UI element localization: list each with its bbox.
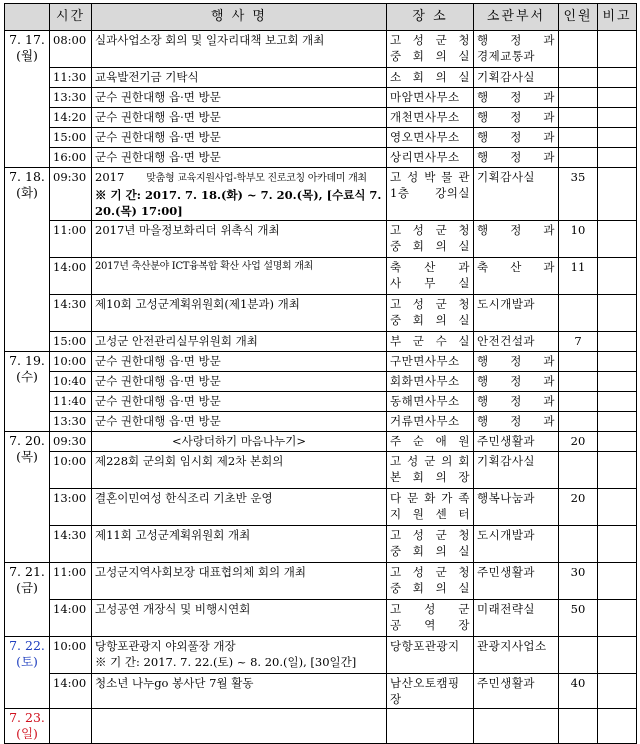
event-name: 고성군지역사회보장 대표협의체 회의 개최 <box>95 565 306 579</box>
event-dept <box>474 128 559 148</box>
place-line: 당항포관광지 <box>390 639 460 653</box>
date-label: 7. 20. <box>9 433 45 448</box>
event-name-cell <box>92 372 387 392</box>
event-name-cell <box>92 168 387 221</box>
event-place <box>387 221 474 258</box>
event-place <box>387 88 474 108</box>
dept-line: 행 정 과 <box>477 354 555 368</box>
attendee-count: 10 <box>559 221 598 258</box>
attendee-count: 7 <box>559 332 598 352</box>
event-place <box>387 332 474 352</box>
event-remark <box>598 432 637 452</box>
date-label: 7. 19. <box>9 353 45 368</box>
dept-line: 행 정 과 <box>477 223 555 237</box>
dept-line: 행 정 과 <box>477 33 555 47</box>
event-remark <box>598 489 637 526</box>
event-remark <box>598 128 637 148</box>
event-place <box>387 31 474 68</box>
event-time: 08:00 <box>50 31 92 68</box>
attendee-count <box>559 295 598 332</box>
table-row <box>5 709 637 744</box>
place-line: 고 성 박 물 관 <box>390 170 470 184</box>
place-line: 회화면사무소 <box>390 374 460 388</box>
attendee-count: 11 <box>559 258 598 295</box>
event-place <box>387 352 474 372</box>
event-name-cell <box>92 637 387 674</box>
event-remark <box>598 412 637 432</box>
event-name-cell <box>92 221 387 258</box>
event-name-cell <box>92 392 387 412</box>
day-date <box>5 31 50 168</box>
table-row <box>5 128 637 148</box>
event-time: 15:00 <box>50 128 92 148</box>
event-time: 15:00 <box>50 332 92 352</box>
event-name: 군수 권한대행 읍·면 방문 <box>95 394 221 408</box>
place-line: 축 산 과 <box>390 260 470 274</box>
attendee-count: 40 <box>559 674 598 709</box>
dept-line: 주민생활과 <box>477 434 536 448</box>
attendee-count <box>559 148 598 168</box>
dept-line: 행 정 과 <box>477 130 555 144</box>
date-label: 7. 22. <box>9 638 45 653</box>
header-date <box>5 4 50 31</box>
place-line: 남산오토캠핑장 <box>390 676 460 706</box>
event-name: 군수 권한대행 읍·면 방문 <box>95 354 221 368</box>
event-ceremony-note: [수료식 7. 20.(목) 17:00] <box>95 188 382 218</box>
event-name: 제11회 고성군계획위원회 개최 <box>95 528 251 542</box>
place-line: 공 역 장 <box>390 618 470 632</box>
place-line: 거류면사무소 <box>390 414 460 428</box>
table-row <box>5 31 637 68</box>
date-label: 7. 21. <box>9 564 45 579</box>
event-dept <box>474 674 559 709</box>
attendee-count <box>559 526 598 563</box>
event-name-cell <box>92 88 387 108</box>
event-remark <box>598 295 637 332</box>
place-line: 고 성 군 <box>390 602 470 616</box>
attendee-count: 30 <box>559 563 598 600</box>
event-name: 맞춤형 교육지원사업-학부모 진로코칭 아카데미 개최 <box>146 173 367 184</box>
event-place <box>387 452 474 489</box>
event-place <box>387 489 474 526</box>
place-line: 다 문 화 가 족 <box>390 491 470 505</box>
event-time: 14:00 <box>50 600 92 637</box>
event-dept <box>474 148 559 168</box>
event-name-cell <box>92 674 387 709</box>
schedule-body <box>5 31 637 744</box>
event-name-cell <box>92 352 387 372</box>
event-name-cell <box>92 332 387 352</box>
event-time: 16:00 <box>50 148 92 168</box>
event-dept <box>474 295 559 332</box>
place-line: 지 원 센 터 <box>390 507 470 521</box>
table-row <box>5 412 637 432</box>
dept-line: 행 정 과 <box>477 374 555 388</box>
dept-line: 도시개발과 <box>477 297 536 311</box>
event-name: 당항포관광지 야외풀장 개장 <box>95 639 236 653</box>
weekday-label: (일) <box>16 726 38 741</box>
dept-line: 미래전략실 <box>477 602 536 616</box>
event-dept <box>474 392 559 412</box>
event-dept <box>474 352 559 372</box>
attendee-count <box>559 372 598 392</box>
table-row <box>5 88 637 108</box>
place-line: 본 회 의 장 <box>390 470 470 484</box>
event-time: 10:00 <box>50 637 92 674</box>
date-label: 7. 18. <box>9 169 45 184</box>
event-remark <box>598 31 637 68</box>
header-row <box>5 4 637 31</box>
event-time: 11:40 <box>50 392 92 412</box>
table-row <box>5 352 637 372</box>
dept-line: 도시개발과 <box>477 528 536 542</box>
event-remark <box>598 108 637 128</box>
event-dept <box>474 108 559 128</box>
event-place <box>387 563 474 600</box>
weekday-label: (목) <box>16 449 38 464</box>
attendee-count <box>559 352 598 372</box>
event-dept <box>474 637 559 674</box>
event-name-cell <box>92 709 387 744</box>
event-remark <box>598 352 637 372</box>
dept-line: 축 산 과 <box>477 260 555 274</box>
table-row <box>5 489 637 526</box>
event-name-cell <box>92 258 387 295</box>
event-dept <box>474 68 559 88</box>
table-row <box>5 452 637 489</box>
event-remark <box>598 709 637 744</box>
attendee-count <box>559 88 598 108</box>
event-place <box>387 412 474 432</box>
event-place <box>387 392 474 412</box>
event-place <box>387 258 474 295</box>
event-dept <box>474 332 559 352</box>
dept-line: 관광지사업소 <box>477 639 547 653</box>
event-name-cell <box>92 68 387 88</box>
weekday-label: (월) <box>16 48 38 63</box>
event-name: 제10회 고성군계획위원회(제1분과) 개최 <box>95 297 300 311</box>
event-time: 14:00 <box>50 258 92 295</box>
event-place <box>387 295 474 332</box>
day-date <box>5 709 50 744</box>
attendee-count <box>559 31 598 68</box>
attendee-count <box>559 709 598 744</box>
event-dept <box>474 168 559 221</box>
event-remark <box>598 600 637 637</box>
place-line: 고 성 군 의 회 <box>390 454 470 468</box>
event-dept <box>474 372 559 392</box>
table-row <box>5 168 637 221</box>
event-name: 군수 권한대행 읍·면 방문 <box>95 110 221 124</box>
attendee-count: 35 <box>559 168 598 221</box>
event-name: 군수 권한대행 읍·면 방문 <box>95 374 221 388</box>
place-line: 구만면사무소 <box>390 354 460 368</box>
event-time: 11:30 <box>50 68 92 88</box>
weekday-label: (화) <box>16 185 38 200</box>
table-row <box>5 563 637 600</box>
table-row <box>5 332 637 352</box>
event-name: 실과사업소장 회의 및 일자리대책 보고회 개최 <box>95 33 325 47</box>
place-line: 중 회 의 실 <box>390 239 470 253</box>
event-dept <box>474 412 559 432</box>
dept-line: 기획감사실 <box>477 454 536 468</box>
event-dept <box>474 709 559 744</box>
event-dept <box>474 31 559 68</box>
event-dept <box>474 258 559 295</box>
event-name: 청소년 나누go 봉사단 7월 활동 <box>95 676 254 690</box>
attendee-count <box>559 392 598 412</box>
dept-line: 경제교통과 <box>477 49 536 63</box>
event-remark <box>598 563 637 600</box>
place-line: 중 회 의 실 <box>390 313 470 327</box>
day-date <box>5 432 50 563</box>
event-name-cell <box>92 489 387 526</box>
event-name-cell <box>92 128 387 148</box>
event-time: 13:30 <box>50 88 92 108</box>
schedule-table <box>4 3 637 744</box>
place-line: 동해면사무소 <box>390 394 460 408</box>
dept-line: 행 정 과 <box>477 110 555 124</box>
event-time: 13:00 <box>50 489 92 526</box>
weekday-label: (수) <box>16 369 38 384</box>
event-year: 2017 <box>95 170 125 184</box>
dept-line: 기획감사실 <box>477 170 536 184</box>
day-date <box>5 168 50 352</box>
event-name: 군수 권한대행 읍·면 방문 <box>95 90 221 104</box>
event-place <box>387 372 474 392</box>
attendee-count <box>559 637 598 674</box>
event-name: 군수 권한대행 읍·면 방문 <box>95 130 221 144</box>
place-line: 중 회 의 실 <box>390 49 470 63</box>
event-name: 고성군 안전관리실무위원회 개최 <box>95 334 258 348</box>
place-line: 고 성 군 청 <box>390 33 470 47</box>
event-name-cell <box>92 452 387 489</box>
event-name-cell <box>92 108 387 128</box>
table-row <box>5 372 637 392</box>
header-count: 인원 <box>559 4 598 31</box>
table-row <box>5 295 637 332</box>
dept-line: 행 정 과 <box>477 414 555 428</box>
event-place <box>387 168 474 221</box>
dept-line: 주민생활과 <box>477 676 536 690</box>
event-place <box>387 128 474 148</box>
event-time: 14:00 <box>50 674 92 709</box>
event-place <box>387 637 474 674</box>
weekday-label: (금) <box>16 580 38 595</box>
event-name: 제228회 군의회 임시회 제2차 본회의 <box>95 454 284 468</box>
date-label: 7. 17. <box>9 32 45 47</box>
place-line: 고 성 군 청 <box>390 528 470 542</box>
table-row <box>5 108 637 128</box>
event-remark <box>598 637 637 674</box>
event-time: 09:30 <box>50 168 92 221</box>
table-row <box>5 148 637 168</box>
event-time: 10:00 <box>50 452 92 489</box>
event-remark <box>598 372 637 392</box>
event-place <box>387 68 474 88</box>
event-name: 군수 권한대행 읍·면 방문 <box>95 414 221 428</box>
table-row <box>5 600 637 637</box>
place-line: 사 무 실 <box>390 276 470 290</box>
attendee-count <box>559 108 598 128</box>
header-time: 시간 <box>50 4 92 31</box>
event-remark <box>598 674 637 709</box>
event-dept <box>474 600 559 637</box>
table-row <box>5 432 637 452</box>
place-line: 마암면사무소 <box>390 90 460 104</box>
attendee-count <box>559 128 598 148</box>
event-remark <box>598 392 637 412</box>
event-dept <box>474 452 559 489</box>
table-row <box>5 68 637 88</box>
table-row <box>5 674 637 709</box>
event-time <box>50 709 92 744</box>
table-row <box>5 221 637 258</box>
event-period-note: ※ 기 간: 2017. 7. 18.(화) ~ 7. 20.(목), <box>95 188 323 202</box>
event-remark <box>598 68 637 88</box>
event-place <box>387 432 474 452</box>
event-name: 군수 권한대행 읍·면 방문 <box>95 150 221 164</box>
event-time: 10:00 <box>50 352 92 372</box>
dept-line: 행 정 과 <box>477 90 555 104</box>
event-remark <box>598 88 637 108</box>
dept-line: 행복나눔과 <box>477 491 536 505</box>
weekday-label: (토) <box>16 654 38 669</box>
table-row <box>5 637 637 674</box>
attendee-count: 50 <box>559 600 598 637</box>
place-line: 소 회 의 실 <box>390 70 470 84</box>
event-place <box>387 108 474 128</box>
event-time: 11:00 <box>50 221 92 258</box>
event-name-cell <box>92 432 387 452</box>
event-remark <box>598 258 637 295</box>
event-place <box>387 526 474 563</box>
dept-line: 기획감사실 <box>477 70 536 84</box>
event-time: 10:40 <box>50 372 92 392</box>
place-line: 1층 강의실 <box>390 186 470 200</box>
event-time: 14:30 <box>50 526 92 563</box>
event-place <box>387 600 474 637</box>
place-line: 주 순 애 원 <box>390 434 470 448</box>
attendee-count: 20 <box>559 432 598 452</box>
event-remark <box>598 332 637 352</box>
date-label: 7. 23. <box>9 710 45 725</box>
place-line: 영오면사무소 <box>390 130 460 144</box>
header-note: 비고 <box>598 4 637 31</box>
event-name-cell <box>92 600 387 637</box>
place-line: 중 회 의 실 <box>390 581 470 595</box>
place-line: 상리면사무소 <box>390 150 460 164</box>
event-name: 2017년 마을정보화리더 위촉식 개최 <box>95 223 280 237</box>
attendee-count: 20 <box>559 489 598 526</box>
event-dept <box>474 563 559 600</box>
event-remark <box>598 526 637 563</box>
event-place <box>387 709 474 744</box>
header-place: 장 소 <box>387 4 474 31</box>
day-date <box>5 637 50 709</box>
event-time: 14:30 <box>50 295 92 332</box>
event-remark <box>598 148 637 168</box>
day-date <box>5 352 50 432</box>
place-line: 중 회 의 실 <box>390 544 470 558</box>
dept-line: 행 정 과 <box>477 150 555 164</box>
attendee-count <box>559 412 598 432</box>
place-line: 고 성 군 청 <box>390 565 470 579</box>
event-remark <box>598 168 637 221</box>
event-remark <box>598 221 637 258</box>
event-time: 11:00 <box>50 563 92 600</box>
event-place <box>387 148 474 168</box>
header-event: 행 사 명 <box>92 4 387 31</box>
event-time: 09:30 <box>50 432 92 452</box>
event-name-cell <box>92 412 387 432</box>
table-row <box>5 526 637 563</box>
event-name: 2017년 축산분야 ICT융복합 확산 사업 설명회 개최 <box>95 261 314 272</box>
event-remark <box>598 452 637 489</box>
event-name: 교육발전기금 기탁식 <box>95 70 199 84</box>
header-dept: 소관부서 <box>474 4 559 31</box>
table-row <box>5 392 637 412</box>
event-name-cell <box>92 148 387 168</box>
dept-line: 행 정 과 <box>477 394 555 408</box>
event-dept <box>474 221 559 258</box>
day-date <box>5 563 50 637</box>
event-name: <사랑더하기 마음나누기> <box>171 434 307 448</box>
place-line: 개천면사무소 <box>390 110 460 124</box>
event-name-cell <box>92 563 387 600</box>
event-name: 고성공연 개장식 및 비행시연회 <box>95 602 251 616</box>
event-name: 결혼이민여성 한식조리 기초반 운영 <box>95 491 273 505</box>
event-name-cell <box>92 295 387 332</box>
attendee-count <box>559 68 598 88</box>
event-dept <box>474 88 559 108</box>
event-dept <box>474 489 559 526</box>
event-name-cell <box>92 31 387 68</box>
event-place <box>387 674 474 709</box>
place-line: 부 군 수 실 <box>390 334 470 348</box>
event-time: 13:30 <box>50 412 92 432</box>
dept-line: 주민생활과 <box>477 565 536 579</box>
event-time: 14:20 <box>50 108 92 128</box>
place-line: 고 성 군 청 <box>390 223 470 237</box>
dept-line: 안전건설과 <box>477 334 536 348</box>
event-dept <box>474 526 559 563</box>
event-period-note: ※ 기 간: 2017. 7. 22.(토) ~ 8. 20.(일), [30일간] <box>95 655 357 669</box>
place-line: 고 성 군 청 <box>390 297 470 311</box>
event-dept <box>474 432 559 452</box>
table-row <box>5 258 637 295</box>
event-name-cell <box>92 526 387 563</box>
attendee-count <box>559 452 598 489</box>
